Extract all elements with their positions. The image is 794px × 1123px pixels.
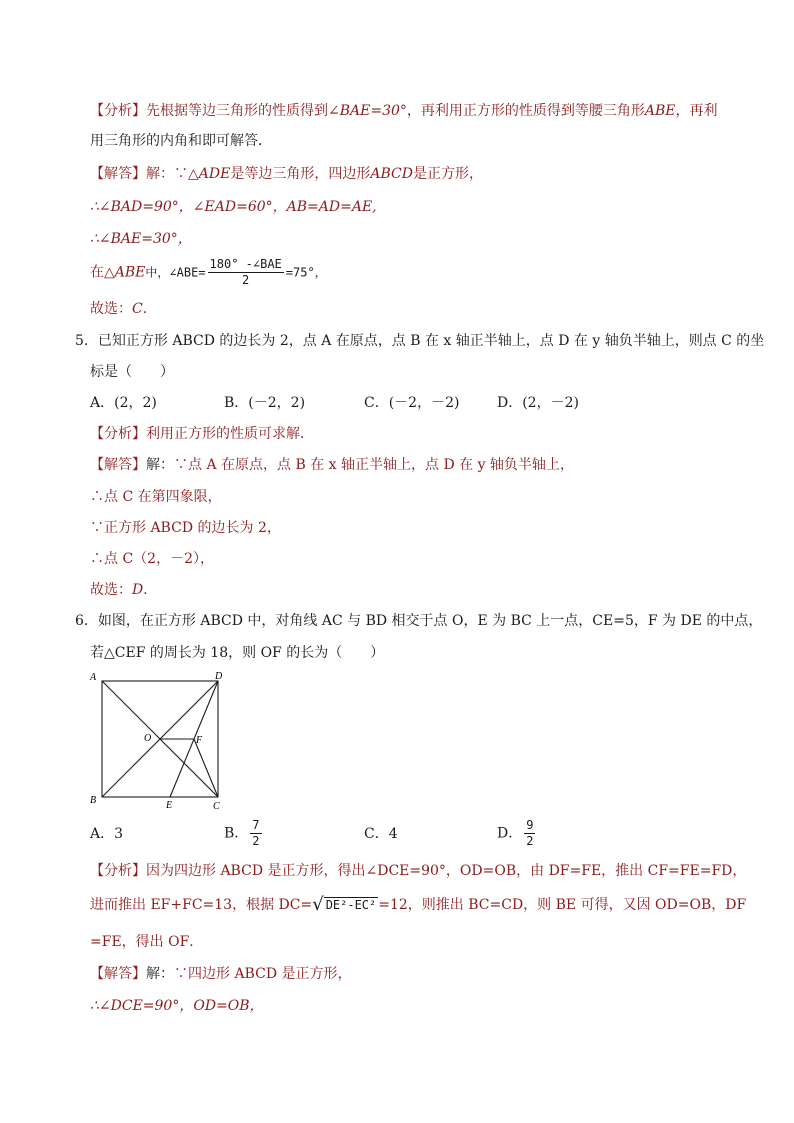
label-f: F: [196, 735, 203, 746]
q5-option-a[interactable]: A．(2，2): [90, 395, 157, 411]
q5-analysis-line: 【分析】利用正方形的性质可求解．: [90, 426, 314, 442]
label-o: O: [144, 733, 152, 744]
q6-option-a[interactable]: A．3: [90, 826, 124, 842]
fraction: $\frac{\text{180° -∠BAE}}{2}$: [209, 257, 282, 287]
q5-stem-line-2: 标是（ ）: [90, 364, 174, 380]
q5-option-b[interactable]: B．(－2，2): [224, 395, 306, 411]
q5-solve-line-2: ∴点 C 在第四象限，: [90, 489, 222, 505]
s1-solve-line-3: ∴∠BAE=30°，: [90, 231, 192, 247]
geometry-figure: [86, 668, 232, 814]
label-a: A: [90, 672, 97, 683]
q6-solve-line-2: ∴∠DCE=90°，OD=OB，: [90, 998, 264, 1014]
fraction: $\frac{7}{2}$: [252, 818, 260, 848]
square-root: √ DE²-EC²: [312, 894, 377, 915]
solve-tag: 【解答】: [90, 166, 146, 182]
q5-option-c[interactable]: C．(－2，－2): [364, 395, 460, 411]
q6-option-b[interactable]: B． $\frac{7}{2}$: [224, 818, 260, 848]
q6-stem-line-2: 若△CEF 的周长为 18，则 OF 的长为（ ）: [90, 645, 385, 661]
s1-analysis-line-1: 【分析】先根据等边三角形的性质得到∠BAE=30°，再利用正方形的性质得到等腰三角形ABE，再利: [90, 103, 718, 119]
s1-solve-line-4: 在△ABE中，∠ABE= $\frac{\text{180° -∠BAE}}{2}$ =75°，: [90, 257, 327, 287]
s1-solve-line-1: 【解答】解：∵△ADE是等边三角形，四边形ABCD是正方形，: [90, 166, 483, 182]
q6-stem-line-1: 6．如图，在正方形 ABCD 中，对角线 AC 与 BD 相交于点 O，E 为 BC 上一点，CE=5，F 为 DE 的中点，: [75, 613, 763, 629]
segment-fc: [194, 739, 218, 797]
s1-choose-line: 故选：C．: [90, 301, 157, 317]
q6-analysis-line-2: 进而推出 EF+FC=13，根据 DC=√ DE²-EC² =12，则推出 BC=CD，则 BE 可得，又因 OD=OB，DF: [90, 894, 747, 915]
s1-solve-line-2: ∴∠BAD=90°，∠EAD=60°，AB=AD=AE,: [90, 199, 377, 215]
analysis-tag: 【分析】: [90, 103, 146, 119]
s1-analysis-line-2: 用三角形的内角和即可解答．: [90, 133, 272, 149]
label-e: E: [166, 800, 173, 811]
fraction: $\frac{9}{2}$: [526, 818, 534, 848]
q6-option-d[interactable]: D． $\frac{9}{2}$: [497, 818, 534, 848]
q5-choose-line: 故选：D．: [90, 582, 158, 598]
q6-analysis-line-3: =FE，得出 OF．: [90, 934, 204, 950]
label-b: B: [90, 795, 97, 806]
q6-option-c[interactable]: C．4: [364, 826, 398, 842]
q5-stem-line-1: 5．已知正方形 ABCD 的边长为 2，点 A 在原点，点 B 在 x 轴正半轴上，点 D 在 y 轴负半轴上，则点 C 的坐: [75, 333, 765, 349]
q5-solve-line-4: ∴点 C（2，－2），: [90, 551, 214, 567]
label-d: D: [215, 671, 223, 682]
q5-solve-line-3: ∵正方形 ABCD 的边长为 2，: [90, 520, 281, 536]
q6-analysis-line-1: 【分析】因为四边形 ABCD 是正方形，得出∠DCE=90°，OD=OB，由 DF=FE，推出 CF=FE=FD，: [90, 863, 747, 879]
label-c: C: [213, 801, 220, 812]
q6-solve-line-1: 【解答】解：∵四边形 ABCD 是正方形，: [90, 966, 352, 982]
q5-option-d[interactable]: D．(2，－2): [497, 395, 579, 411]
q5-solve-line-1: 【解答】解：∵点 A 在原点，点 B 在 x 轴正半轴上，点 D 在 y 轴负半轴上，: [90, 457, 574, 473]
